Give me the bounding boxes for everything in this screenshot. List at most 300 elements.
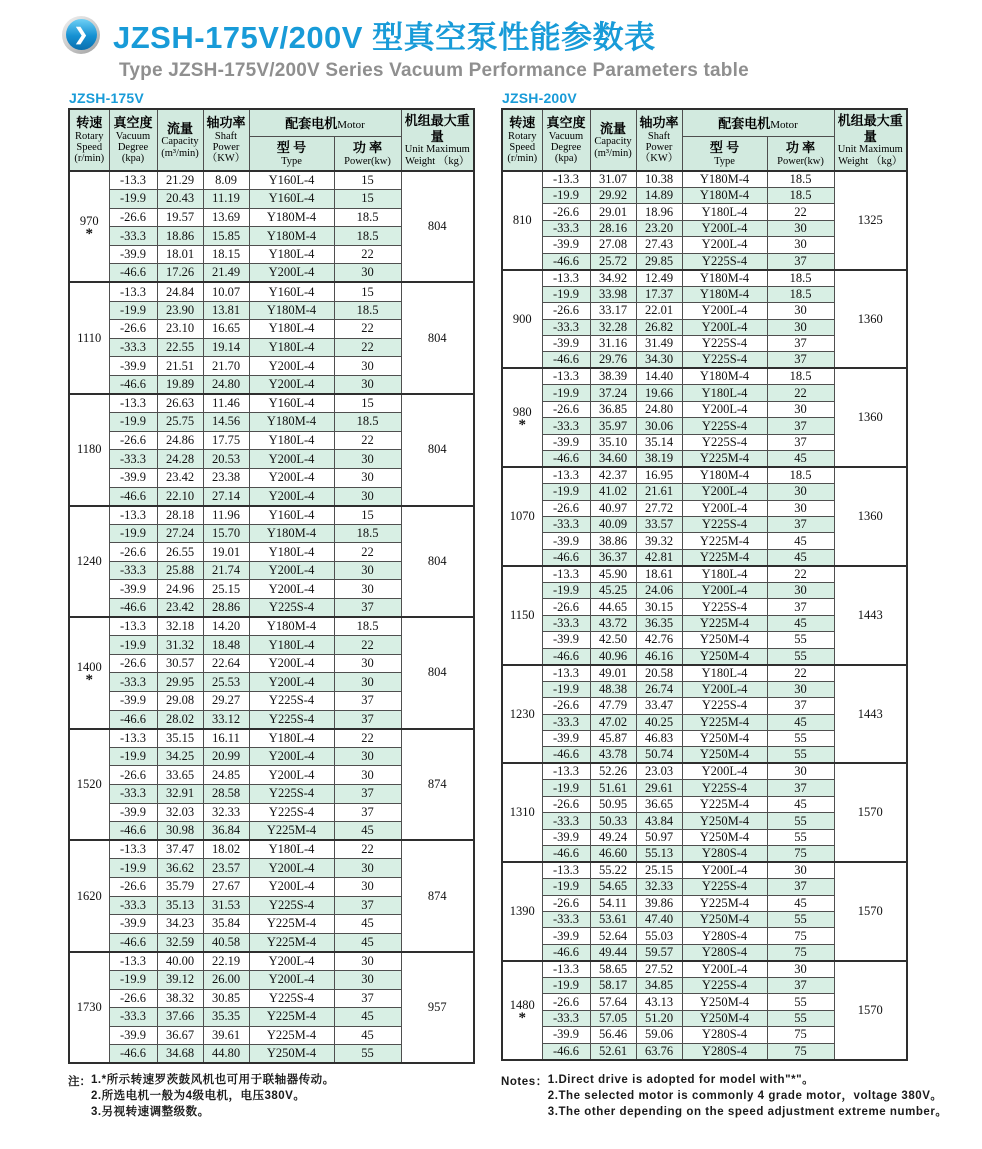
column-header-shaft-zh: 轴功率 (206, 115, 246, 131)
page-title: JZSH-175V/200V 型真空泵性能参数表 (113, 20, 656, 55)
cell-motor-type: Y180M-4 (249, 301, 334, 320)
cell-motor-type: Y200L-4 (249, 580, 334, 599)
cell-capacity: 31.32 (157, 636, 203, 655)
cell-motor-power: 55 (767, 1010, 834, 1026)
cell-rotary-speed (502, 270, 542, 369)
cell-vacuum-degree: -39.9 (109, 692, 157, 711)
cell-motor-power: 22 (767, 665, 834, 682)
cell-motor-type: Y280S-4 (682, 846, 767, 863)
column-header-capacity-zh: 流量 (599, 120, 626, 136)
cell-shaft-power: 39.61 (203, 1026, 249, 1045)
cell-motor-power: 37 (767, 599, 834, 615)
cell-motor-type: Y280S-4 (682, 1043, 767, 1060)
cell-motor-type: Y200L-4 (249, 747, 334, 766)
cell-motor-power: 37 (767, 698, 834, 714)
cell-motor-type: Y200L-4 (682, 763, 767, 780)
cell-motor-type: Y250M-4 (682, 994, 767, 1010)
cell-capacity: 20.43 (157, 190, 203, 209)
cell-motor-type: Y180M-4 (249, 617, 334, 636)
cell-vacuum-degree: -46.6 (542, 549, 590, 566)
cell-motor-power: 55 (767, 829, 834, 845)
cell-capacity: 56.46 (590, 1027, 636, 1043)
cell-shaft-power: 27.43 (636, 237, 682, 253)
cell-motor-power: 45 (334, 1008, 401, 1027)
cell-vacuum-degree: -39.9 (109, 245, 157, 264)
cell-motor-power: 37 (767, 517, 834, 533)
cell-capacity: 53.61 (590, 912, 636, 928)
cell-motor-power: 30 (334, 673, 401, 692)
header-row-1 (502, 109, 907, 137)
cell-vacuum-degree: -39.9 (109, 915, 157, 934)
cell-capacity: 22.55 (157, 338, 203, 357)
table-row (502, 763, 907, 780)
cell-shaft-power: 21.70 (203, 357, 249, 376)
cell-vacuum-degree: -46.6 (109, 375, 157, 394)
cell-motor-type: Y200L-4 (682, 681, 767, 697)
rotary-speed-value: 1070 (509, 509, 535, 524)
cell-motor-type: Y250M-4 (682, 912, 767, 928)
column-header-speed-en: Rotary Speed (r/min) (74, 130, 105, 165)
cell-capacity: 39.12 (157, 970, 203, 989)
cell-motor-type: Y180M-4 (682, 467, 767, 484)
cell-motor-type: Y200L-4 (249, 970, 334, 989)
table-row (502, 270, 907, 287)
cell-shaft-power: 25.15 (203, 580, 249, 599)
note-line: 3.另视转速调整级数。 (91, 1106, 210, 1119)
cell-capacity: 23.42 (157, 599, 203, 618)
column-header-motor_type-en: Type (281, 155, 302, 167)
cell-motor-power: 22 (334, 245, 401, 264)
cell-motor-power: 18.5 (767, 467, 834, 484)
cell-motor-power: 30 (334, 468, 401, 487)
cell-shaft-power: 28.58 (203, 785, 249, 804)
cell-shaft-power: 36.84 (203, 822, 249, 841)
cell-shaft-power: 50.74 (636, 747, 682, 764)
cell-motor-power: 37 (334, 896, 401, 915)
cell-capacity: 24.28 (157, 450, 203, 469)
column-header-vacuum (542, 109, 590, 171)
cell-shaft-power: 15.70 (203, 524, 249, 543)
cell-motor-power: 30 (334, 357, 401, 376)
cell-rotary-speed (69, 617, 109, 729)
table-row (502, 862, 907, 879)
cell-capacity: 28.16 (590, 220, 636, 236)
column-header-motor (682, 109, 834, 137)
notes-en-lines (548, 1073, 948, 1121)
cell-shaft-power: 26.82 (636, 319, 682, 335)
cell-motor-power: 37 (767, 879, 834, 895)
cell-capacity: 22.10 (157, 487, 203, 506)
column-header-motor_power-en: Power(kw) (344, 155, 391, 167)
cell-vacuum-degree: -39.9 (542, 928, 590, 944)
cell-vacuum-degree: -19.9 (109, 970, 157, 989)
column-header-capacity (590, 109, 636, 171)
cell-vacuum-degree: -13.3 (542, 862, 590, 879)
cell-unit-weight: 1570 (834, 862, 907, 961)
cell-motor-type: Y180L-4 (249, 245, 334, 264)
cell-shaft-power: 14.56 (203, 413, 249, 432)
cell-motor-type: Y200L-4 (249, 487, 334, 506)
cell-vacuum-degree: -13.3 (109, 171, 157, 190)
cell-motor-type: Y180M-4 (682, 187, 767, 203)
column-header-speed (502, 109, 542, 171)
cell-shaft-power: 22.19 (203, 952, 249, 971)
cell-vacuum-degree: -33.3 (109, 1008, 157, 1027)
cell-motor-power: 18.5 (767, 368, 834, 385)
cell-motor-type: Y225M-4 (249, 933, 334, 952)
cell-motor-power: 45 (767, 533, 834, 549)
cell-capacity: 49.24 (590, 829, 636, 845)
cell-motor-type: Y225M-4 (682, 796, 767, 812)
cell-motor-type: Y225M-4 (682, 549, 767, 566)
cell-motor-type: Y200L-4 (682, 220, 767, 236)
cell-rotary-speed (69, 282, 109, 394)
column-header-vacuum-en: Vacuum Degree (kpa) (548, 130, 584, 165)
cell-motor-power: 30 (767, 500, 834, 516)
cell-motor-type: Y200L-4 (249, 450, 334, 469)
cell-shaft-power: 39.32 (636, 533, 682, 549)
cell-rotary-speed (502, 763, 542, 862)
cell-unit-weight: 957 (401, 952, 474, 1064)
parameters-table-175v (68, 108, 475, 1064)
cell-vacuum-degree: -46.6 (109, 1045, 157, 1064)
cell-motor-power: 37 (334, 692, 401, 711)
cell-vacuum-degree: -46.6 (542, 648, 590, 665)
cell-capacity: 52.26 (590, 763, 636, 780)
cell-vacuum-degree: -19.9 (109, 301, 157, 320)
cell-motor-power: 45 (334, 822, 401, 841)
cell-motor-type: Y180L-4 (249, 320, 334, 339)
cell-motor-power: 37 (767, 253, 834, 270)
cell-vacuum-degree: -19.9 (542, 977, 590, 993)
cell-shaft-power: 23.57 (203, 859, 249, 878)
cell-shaft-power: 22.64 (203, 654, 249, 673)
cell-motor-power: 45 (334, 915, 401, 934)
cell-shaft-power: 50.97 (636, 829, 682, 845)
cell-unit-weight: 1360 (834, 270, 907, 369)
cell-motor-type: Y250M-4 (682, 632, 767, 648)
cell-shaft-power: 59.57 (636, 944, 682, 961)
cell-motor-type: Y225M-4 (682, 451, 767, 468)
cell-shaft-power: 29.61 (636, 780, 682, 796)
table-row (502, 467, 907, 484)
cell-capacity: 50.33 (590, 813, 636, 829)
cell-motor-power: 18.5 (334, 524, 401, 543)
cell-motor-power: 55 (767, 747, 834, 764)
cell-shaft-power: 22.01 (636, 303, 682, 319)
cell-vacuum-degree: -46.6 (109, 487, 157, 506)
cell-shaft-power: 25.15 (636, 862, 682, 879)
cell-shaft-power: 24.06 (636, 582, 682, 598)
rotary-speed-value: 980 (512, 405, 532, 420)
cell-vacuum-degree: -33.3 (542, 714, 590, 730)
cell-motor-power: 45 (767, 895, 834, 911)
cell-capacity: 48.38 (590, 681, 636, 697)
direct-drive-star: * (518, 417, 526, 434)
cell-capacity: 29.01 (590, 204, 636, 220)
cell-unit-weight: 1360 (834, 368, 907, 467)
cell-motor-power: 22 (334, 840, 401, 859)
cell-motor-power: 55 (767, 632, 834, 648)
cell-vacuum-degree: -39.9 (542, 533, 590, 549)
cell-vacuum-degree: -19.9 (542, 582, 590, 598)
cell-motor-type: Y225S-4 (682, 335, 767, 351)
cell-motor-power: 30 (334, 487, 401, 506)
cell-capacity: 33.98 (590, 286, 636, 302)
cell-motor-power: 37 (334, 599, 401, 618)
cell-capacity: 55.22 (590, 862, 636, 879)
column-header-motor_power-en: Power(kw) (777, 155, 824, 167)
table-body (502, 171, 907, 1060)
cell-capacity: 23.10 (157, 320, 203, 339)
cell-motor-power: 30 (334, 859, 401, 878)
cell-motor-type: Y200L-4 (682, 237, 767, 253)
cell-shaft-power: 31.49 (636, 335, 682, 351)
cell-motor-type: Y225S-4 (682, 879, 767, 895)
cell-motor-power: 22 (767, 385, 834, 401)
cell-vacuum-degree: -13.3 (542, 961, 590, 978)
cell-motor-power: 22 (334, 636, 401, 655)
cell-capacity: 17.26 (157, 264, 203, 283)
cell-motor-type: Y225S-4 (682, 517, 767, 533)
cell-shaft-power: 20.99 (203, 747, 249, 766)
cell-shaft-power: 8.09 (203, 171, 249, 190)
cell-motor-power: 45 (767, 796, 834, 812)
cell-motor-power: 37 (334, 989, 401, 1008)
cell-vacuum-degree: -13.3 (109, 729, 157, 748)
cell-shaft-power: 33.57 (636, 517, 682, 533)
cell-motor-power: 30 (767, 237, 834, 253)
cell-shaft-power: 18.02 (203, 840, 249, 859)
cell-vacuum-degree: -13.3 (109, 394, 157, 413)
cell-motor-power: 18.5 (334, 301, 401, 320)
chevron-right-icon: ❯ (66, 19, 97, 50)
cell-shaft-power: 59.06 (636, 1027, 682, 1043)
cell-rotary-speed (502, 862, 542, 961)
cell-motor-type: Y180M-4 (249, 208, 334, 227)
cell-vacuum-degree: -39.9 (542, 434, 590, 450)
rotary-speed-value: 1310 (509, 805, 535, 820)
cell-capacity: 34.68 (157, 1045, 203, 1064)
cell-motor-type: Y225S-4 (249, 803, 334, 822)
cell-capacity: 29.08 (157, 692, 203, 711)
column-header-speed-zh: 转速 (76, 115, 103, 131)
cell-vacuum-degree: -13.3 (542, 763, 590, 780)
cell-vacuum-degree: -46.6 (542, 846, 590, 863)
cell-motor-power: 22 (334, 431, 401, 450)
cell-motor-type: Y200L-4 (249, 561, 334, 580)
cell-vacuum-degree: -26.6 (109, 766, 157, 785)
cell-vacuum-degree: -19.9 (542, 780, 590, 796)
cell-vacuum-degree: -13.3 (109, 506, 157, 525)
cell-motor-type: Y180M-4 (249, 413, 334, 432)
cell-capacity: 30.98 (157, 822, 203, 841)
cell-rotary-speed (69, 506, 109, 618)
cell-vacuum-degree: -46.6 (109, 599, 157, 618)
cell-vacuum-degree: -46.6 (542, 1043, 590, 1060)
note-line: 2.The selected motor is commonly 4 grade motor，voltage 380V。 (547, 1090, 943, 1103)
column-header-capacity (157, 109, 203, 171)
cell-capacity: 45.25 (590, 582, 636, 598)
table-label-200v: JZSH-200V (502, 90, 577, 106)
cell-motor-type: Y225S-4 (249, 896, 334, 915)
cell-motor-type: Y250M-4 (682, 747, 767, 764)
cell-shaft-power: 27.67 (203, 877, 249, 896)
cell-capacity: 44.65 (590, 599, 636, 615)
table-row (69, 282, 474, 301)
cell-motor-power: 30 (334, 654, 401, 673)
cell-vacuum-degree: -19.9 (542, 286, 590, 302)
cell-motor-power: 75 (767, 928, 834, 944)
cell-vacuum-degree: -39.9 (542, 829, 590, 845)
parameters-table-200v (501, 108, 908, 1061)
cell-motor-type: Y200L-4 (249, 654, 334, 673)
cell-capacity: 36.62 (157, 859, 203, 878)
table-column-175v (68, 90, 473, 1064)
column-header-shaft (203, 109, 249, 171)
cell-shaft-power: 32.33 (636, 879, 682, 895)
column-header-vacuum (109, 109, 157, 171)
cell-shaft-power: 13.69 (203, 208, 249, 227)
cell-capacity: 19.57 (157, 208, 203, 227)
cell-vacuum-degree: -13.3 (542, 467, 590, 484)
rotary-speed-value: 1480 (509, 997, 535, 1012)
cell-capacity: 49.01 (590, 665, 636, 682)
cell-vacuum-degree: -26.6 (542, 204, 590, 220)
cell-vacuum-degree: -46.6 (542, 944, 590, 961)
cell-vacuum-degree: -19.9 (542, 484, 590, 500)
cell-shaft-power: 20.58 (636, 665, 682, 682)
cell-motor-type: Y225M-4 (682, 714, 767, 730)
cell-motor-power: 30 (334, 580, 401, 599)
cell-motor-power: 15 (334, 190, 401, 209)
notes-container (68, 1073, 982, 1121)
cell-capacity: 36.85 (590, 401, 636, 417)
cell-motor-power: 30 (767, 401, 834, 417)
column-header-vacuum-zh: 真空度 (113, 115, 153, 131)
column-header-motor_power-zh: 功 率 (352, 140, 383, 155)
cell-vacuum-degree: -46.6 (542, 747, 590, 764)
cell-shaft-power: 44.80 (203, 1045, 249, 1064)
cell-shaft-power: 55.13 (636, 846, 682, 863)
cell-motor-power: 30 (767, 961, 834, 978)
column-header-shaft-en: Shaft Power （KW） (639, 130, 679, 165)
cell-vacuum-degree: -26.6 (109, 320, 157, 339)
cell-motor-type: Y225S-4 (682, 434, 767, 450)
cell-motor-power: 45 (767, 615, 834, 631)
cell-capacity: 34.92 (590, 270, 636, 287)
cell-capacity: 29.95 (157, 673, 203, 692)
cell-motor-type: Y200L-4 (682, 319, 767, 335)
cell-vacuum-degree: -13.3 (542, 665, 590, 682)
cell-shaft-power: 10.38 (636, 171, 682, 188)
column-header-weight-zh: 机组最大重量 (404, 113, 470, 144)
cell-vacuum-degree: -39.9 (109, 803, 157, 822)
cell-motor-type: Y160L-4 (249, 506, 334, 525)
cell-motor-type: Y200L-4 (682, 401, 767, 417)
rotary-speed-value: 970 (79, 213, 99, 228)
note-line: 1.*所示转速罗茨鼓风机也可用于联轴器传动。 (91, 1074, 335, 1087)
cell-motor-power: 55 (767, 648, 834, 665)
cell-motor-power: 37 (767, 418, 834, 434)
cell-shaft-power: 16.11 (203, 729, 249, 748)
cell-motor-power: 37 (767, 780, 834, 796)
cell-motor-power: 55 (767, 813, 834, 829)
cell-motor-power: 22 (334, 729, 401, 748)
cell-shaft-power: 14.40 (636, 368, 682, 385)
cell-shaft-power: 36.65 (636, 796, 682, 812)
cell-vacuum-degree: -33.3 (542, 220, 590, 236)
column-header-motor_power-zh: 功 率 (785, 140, 816, 155)
cell-capacity: 27.08 (590, 237, 636, 253)
cell-motor-power: 22 (334, 543, 401, 562)
cell-motor-power: 15 (334, 394, 401, 413)
direct-drive-star: * (85, 672, 93, 689)
cell-rotary-speed (502, 467, 542, 566)
cell-capacity: 42.37 (590, 467, 636, 484)
cell-capacity: 18.86 (157, 227, 203, 246)
rotary-speed-value: 1230 (509, 706, 535, 721)
cell-capacity: 52.61 (590, 1043, 636, 1060)
cell-motor-type: Y180M-4 (682, 270, 767, 287)
cell-rotary-speed (69, 171, 109, 283)
cell-motor-power: 30 (767, 220, 834, 236)
cell-shaft-power: 23.38 (203, 468, 249, 487)
cell-motor-power: 22 (767, 566, 834, 583)
cell-capacity: 45.90 (590, 566, 636, 583)
cell-motor-power: 30 (334, 952, 401, 971)
cell-vacuum-degree: -39.9 (542, 237, 590, 253)
cell-motor-type: Y180M-4 (249, 524, 334, 543)
table-row (69, 617, 474, 636)
cell-motor-power: 45 (767, 549, 834, 566)
rotary-speed-value: 900 (512, 311, 532, 326)
cell-vacuum-degree: -33.3 (109, 673, 157, 692)
cell-capacity: 54.11 (590, 895, 636, 911)
note-line: 3.The other depending on the speed adjustment extreme number。 (547, 1106, 948, 1119)
column-header-motor_type (682, 137, 767, 171)
rotary-speed-value: 1110 (77, 330, 102, 345)
cell-motor-type: Y225S-4 (249, 989, 334, 1008)
cell-capacity: 41.02 (590, 484, 636, 500)
cell-vacuum-degree: -33.3 (542, 813, 590, 829)
cell-motor-type: Y225M-4 (682, 533, 767, 549)
table-row (69, 840, 474, 859)
cell-motor-type: Y180M-4 (682, 286, 767, 302)
cell-capacity: 43.72 (590, 615, 636, 631)
cell-vacuum-degree: -39.9 (109, 357, 157, 376)
cell-rotary-speed (502, 961, 542, 1060)
rotary-speed-value: 1180 (76, 442, 102, 457)
cell-vacuum-degree: -19.9 (109, 859, 157, 878)
cell-shaft-power: 20.53 (203, 450, 249, 469)
cell-vacuum-degree: -26.6 (542, 500, 590, 516)
cell-shaft-power: 27.52 (636, 961, 682, 978)
cell-motor-power: 37 (767, 352, 834, 369)
cell-unit-weight: 804 (401, 506, 474, 618)
cell-vacuum-degree: -33.3 (542, 1010, 590, 1026)
cell-capacity: 33.65 (157, 766, 203, 785)
cell-capacity: 29.92 (590, 187, 636, 203)
cell-shaft-power: 25.53 (203, 673, 249, 692)
cell-vacuum-degree: -19.9 (542, 385, 590, 401)
cell-shaft-power: 14.20 (203, 617, 249, 636)
cell-vacuum-degree: -46.6 (109, 710, 157, 729)
cell-motor-type: Y250M-4 (682, 730, 767, 746)
cell-capacity: 35.79 (157, 877, 203, 896)
cell-motor-power: 45 (767, 714, 834, 730)
table-row (502, 171, 907, 188)
